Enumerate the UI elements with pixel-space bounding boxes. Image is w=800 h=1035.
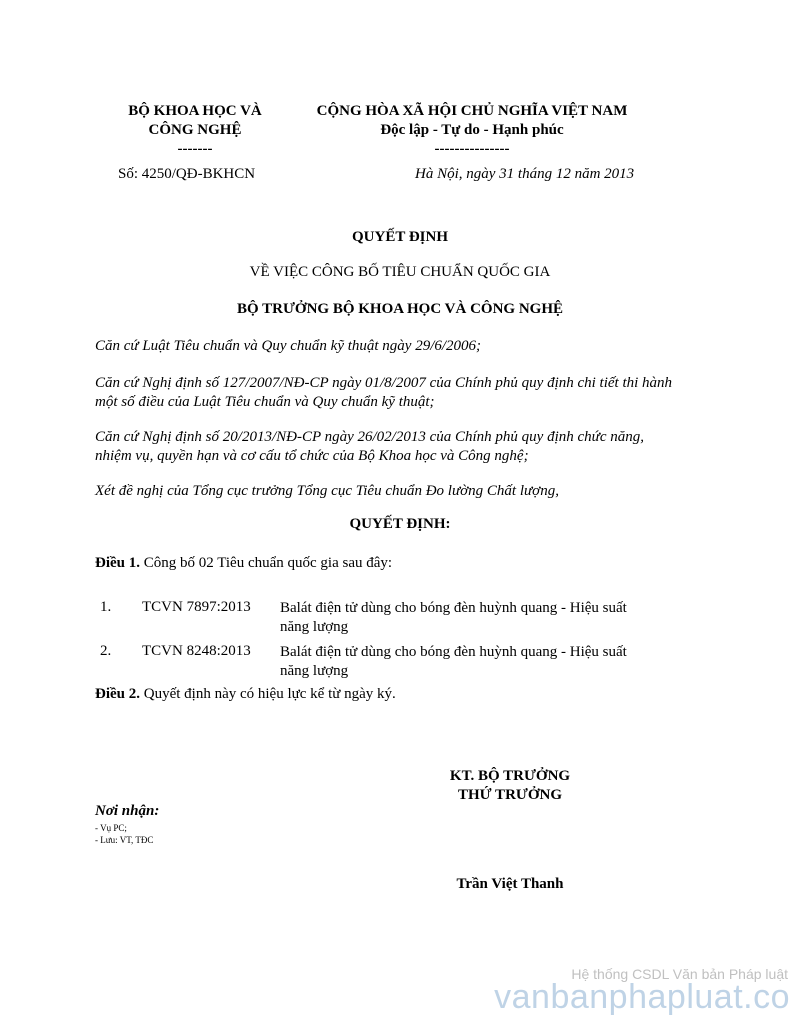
decision-subject: VỀ VIỆC CÔNG BỐ TIÊU CHUẨN QUỐC GIA	[249, 264, 551, 280]
article-1	[95, 555, 392, 572]
standard-description-line: Balát điện tử dùng cho bóng đèn huỳnh quang - Hiệu suất	[280, 644, 627, 660]
preamble-paragraph	[95, 428, 715, 466]
document-number: Số: 4250/QĐ-BKHCN	[118, 166, 256, 182]
article-2-label: Điều 2.	[95, 686, 140, 702]
standard-number: 1.	[100, 599, 112, 615]
decision-heading: QUYẾT ĐỊNH:	[349, 516, 451, 532]
issuer-title: BỘ TRƯỞNG BỘ KHOA HỌC VÀ CÔNG NGHỆ	[236, 301, 563, 317]
preamble-line: một số điều của Luật Tiêu chuẩn và Quy chuẩn kỹ thuật;	[95, 394, 435, 410]
watermark-caption: Hệ thống CSDL Văn bản Pháp luật	[571, 966, 788, 982]
preamble-line: nhiệm vụ, quyền hạn và cơ cấu tổ chức của Bộ Khoa học và Công nghệ;	[95, 448, 529, 464]
recipient-item: - Lưu: VT, TĐC	[95, 835, 154, 845]
signer-name: Trần Việt Thanh	[456, 876, 564, 892]
watermark-site: vanbanphapluat.co	[494, 978, 790, 1016]
preamble-paragraph: Xét đề nghị của Tổng cục trưởng Tổng cục Tiêu chuẩn Đo lường Chất lượng,	[95, 483, 559, 499]
standard-description	[280, 643, 660, 681]
standard-description	[280, 599, 660, 637]
preamble-line: Căn cứ Nghị định số 127/2007/NĐ-CP ngày 01/8/2007 của Chính phủ quy định chi tiết thi hành	[95, 375, 673, 391]
article-1-label: Điều 1.	[95, 555, 140, 571]
nation-name: CỘNG HÒA XÃ HỘI CHỦ NGHĨA VIỆT NAM	[316, 103, 628, 119]
standard-code: TCVN 8248:2013	[142, 643, 251, 659]
document-date: Hà Nội, ngày 31 tháng 12 năm 2013	[415, 166, 635, 182]
agency-name-line1: BỘ KHOA HỌC VÀ	[128, 103, 262, 119]
recipients-list	[95, 822, 153, 846]
article-2	[95, 686, 396, 703]
agency-divider: -------	[177, 141, 213, 157]
national-header	[292, 102, 652, 159]
signature-line1: KT. BỘ TRƯỞNG	[449, 768, 571, 784]
signature-title	[420, 767, 600, 805]
article-2-text: Quyết định này có hiệu lực kể từ ngày ký.	[140, 686, 396, 702]
standard-description-line: Balát điện tử dùng cho bóng đèn huỳnh quang - Hiệu suất	[280, 600, 627, 616]
standard-description-line: năng lượng	[280, 663, 349, 679]
recipient-item: - Vụ PC;	[95, 823, 127, 833]
agency-name-line2: CÔNG NGHỆ	[148, 122, 242, 138]
signature-line2: THỨ TRƯỞNG	[457, 787, 563, 803]
motto: Độc lập - Tự do - Hạnh phúc	[380, 122, 564, 138]
preamble-paragraph: Căn cứ Luật Tiêu chuẩn và Quy chuẩn kỹ thuật ngày 29/6/2006;	[95, 338, 482, 354]
motto-divider: ---------------	[434, 141, 510, 157]
standard-number: 2.	[100, 643, 112, 659]
preamble-line: Căn cứ Nghị định số 20/2013/NĐ-CP ngày 26/02/2013 của Chính phủ quy định chức năng,	[95, 429, 644, 445]
recipients-heading: Nơi nhận:	[95, 803, 160, 819]
standard-description-line: năng lượng	[280, 619, 349, 635]
decision-title: QUYẾT ĐỊNH	[352, 229, 448, 245]
agency-header	[95, 102, 295, 159]
article-1-text: Công bố 02 Tiêu chuẩn quốc gia sau đây:	[140, 555, 393, 571]
preamble-paragraph	[95, 374, 715, 412]
standard-code: TCVN 7897:2013	[142, 599, 251, 615]
